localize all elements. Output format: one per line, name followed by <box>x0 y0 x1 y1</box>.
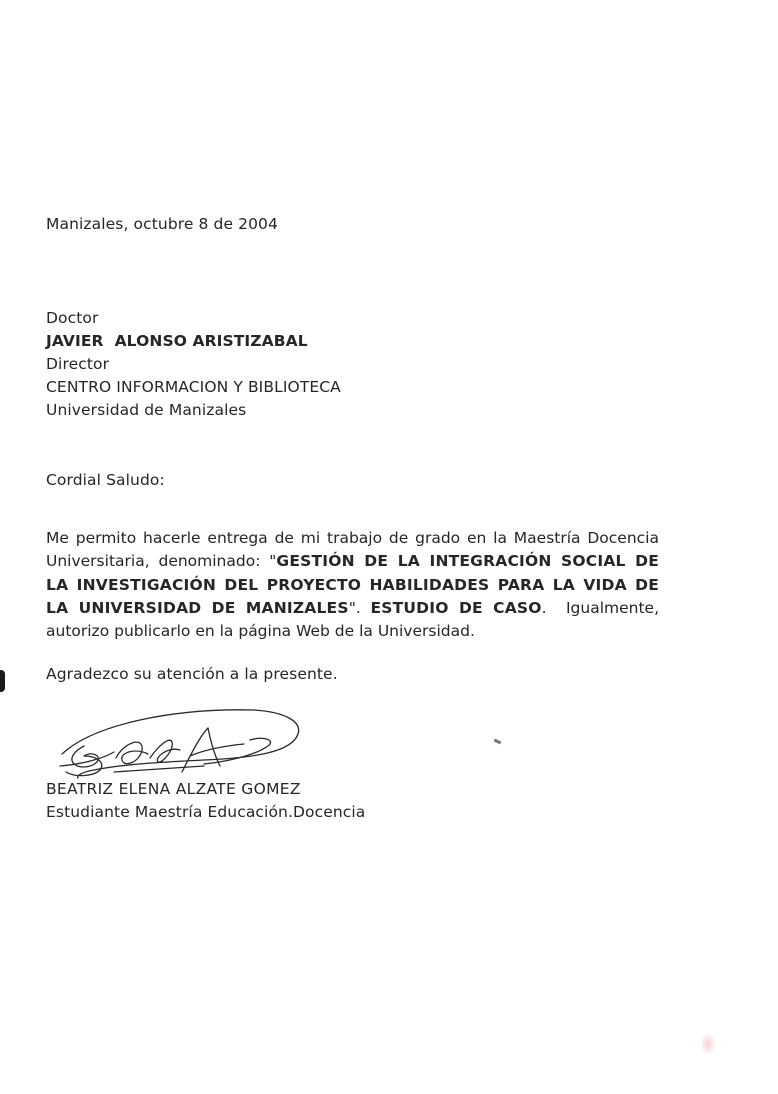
body-line-1: Me permito hacerle entrega de mi trabajo de grado en la Maestría Docencia <box>46 529 659 547</box>
signature-name: BEATRIZ ELENA ALZATE GOMEZ <box>46 780 301 798</box>
thesis-title-part-3: LA UNIVERSIDAD DE MANIZALES <box>46 598 349 617</box>
thesis-title-part-2: LA INVESTIGACIÓN DEL PROYECTO HABILIDADES PARA LA VIDA DE <box>46 575 659 594</box>
recipient-institution: Universidad de Manizales <box>46 401 247 419</box>
body-line-5: autorizo publicarlo en la página Web de la Universidad. <box>46 622 475 641</box>
thesis-title-part-1: GESTIÓN DE LA INTEGRACIÓN SOCIAL DE <box>276 552 659 571</box>
body-line-4-mid: ". <box>348 598 371 617</box>
case-study-label: ESTUDIO DE CASO <box>370 598 542 617</box>
body-line-3 <box>46 574 659 597</box>
body-line-2 <box>46 550 659 573</box>
salutation: Cordial Saludo: <box>46 471 165 489</box>
place-date: Manizales, octubre 8 de 2004 <box>46 215 278 233</box>
recipient-role: Director <box>46 355 110 373</box>
scan-artifact-mark <box>0 670 5 692</box>
signature-role: Estudiante Maestría Educación.Docencia <box>46 803 366 821</box>
recipient-name: JAVIER ALONSO ARISTIZABAL <box>46 332 308 350</box>
handwritten-signature <box>54 706 304 786</box>
body-line-4-suffix: . Igualmente, <box>541 598 660 617</box>
recipient-department: CENTRO INFORMACION Y BIBLIOTECA <box>46 378 341 396</box>
letter-body <box>46 527 659 643</box>
body-line-2-text: Universitaria, denominado: " <box>46 552 277 571</box>
scan-stain <box>700 1032 716 1056</box>
closing: Agradezco su atención a la presente. <box>46 665 338 683</box>
recipient-title: Doctor <box>46 309 99 327</box>
body-line-4 <box>46 597 659 620</box>
scan-speck <box>494 739 502 745</box>
